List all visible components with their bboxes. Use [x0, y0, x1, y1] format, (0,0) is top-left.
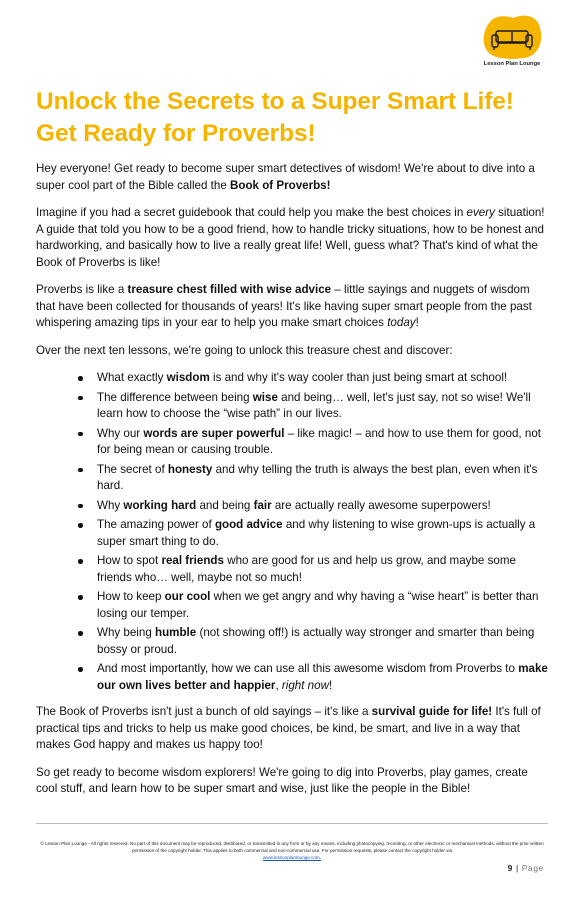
text-run: The amazing power of	[97, 518, 215, 531]
italic-text: every	[466, 206, 495, 219]
list-item	[97, 589, 548, 622]
bold-text: wisdom	[166, 371, 210, 384]
closing-paragraph	[36, 765, 548, 798]
text-run: Over the next ten lessons, we're going to unlock this treasure chest and discover:	[36, 343, 453, 357]
text-run: ,	[275, 678, 282, 692]
text-run: and being	[196, 498, 254, 512]
text-run: The Book of Proverbs isn't just a bunch of old sayings – it's like a	[36, 705, 372, 718]
list-item	[97, 553, 548, 586]
survival-guide-paragraph	[36, 704, 548, 754]
text-run: who are good for us and help us grow, and maybe some friends who… well, maybe not so much!	[97, 554, 516, 584]
bold-text: honesty	[167, 462, 213, 476]
text-run: are actually really awesome superpowers!	[271, 498, 491, 512]
italic-text: right now	[281, 678, 329, 692]
text-run: Why	[97, 498, 124, 512]
list-item	[97, 661, 548, 694]
sofa-logo-icon	[480, 14, 544, 60]
list-item	[97, 390, 548, 423]
list-item	[97, 625, 548, 658]
text-run: !	[328, 678, 333, 692]
footer-copyright	[36, 840, 548, 861]
page-label: Page	[521, 863, 544, 873]
list-item	[97, 370, 548, 387]
list-item	[97, 426, 548, 459]
bold-text: survival guide for life!	[371, 705, 493, 718]
bold-text: working hard	[123, 498, 197, 512]
copyright-text: © Lesson Plan Lounge - All rights reserved. No part of this document may be reproduced, distributed, or transmitted in any form or by any means, including photocopying, recording, or other electronic or mechanical methods, without the prior written permission of the copyright holder. This applies to both commercial and non-commercial use. For permission requests, please contact the copyright holder via	[40, 841, 544, 853]
page-title: Unlock the Secrets to a Super Smart Life! Get Ready for Proverbs!	[36, 88, 514, 147]
text-run: – like magic! – and how to use them for good, not for being mean or causing trouble.	[97, 426, 541, 456]
bold-text: good advice	[214, 518, 283, 531]
bold-text: humble	[155, 626, 197, 639]
text-run: And most importantly, how we can use all this awesome wisdom from Proverbs to	[97, 662, 519, 675]
text-run: Why being	[97, 626, 155, 639]
guidebook-paragraph	[36, 205, 548, 271]
logo-text: Lesson Plan Lounge	[483, 61, 541, 67]
text-run: What exactly	[97, 371, 167, 384]
list-item	[97, 462, 548, 495]
bold-text: our cool	[164, 590, 211, 603]
page-number-value: 9	[507, 863, 513, 873]
text-run: How to keep	[97, 590, 165, 603]
bold-text: wise	[252, 390, 278, 404]
lessons-intro-paragraph	[36, 343, 548, 360]
text-run: How to spot	[97, 554, 162, 567]
brand-logo	[474, 14, 550, 72]
text-run: !	[415, 316, 419, 329]
text-run: So get ready to become wisdom explorers! We're going to dig into Proverbs, play games, create cool stuff, and learn how to be super smart and wise, just like the people in the Bible!	[36, 765, 528, 795]
text-run: – little sayings and nuggets of wisdom that have been collected for thousands of years! It's like having super smart people from the past whispering amazing tips in your ear to help you make smart choices	[36, 283, 532, 329]
page-content	[36, 86, 548, 809]
text-run: Imagine if you had a secret guidebook that could help you make the best choices in	[36, 206, 467, 219]
text-run: is and why it's way cooler than just being smart at school!	[209, 371, 508, 384]
lesson-topics-list	[36, 370, 548, 694]
text-run: Why our	[97, 426, 144, 440]
italic-text: today	[387, 316, 416, 329]
text-run: and being… well, let's just say, not so wise! We'll learn how to choose the “wise path” in our lives.	[97, 390, 531, 420]
text-run: and why telling the truth is always the best plan, even when it's hard.	[97, 462, 538, 492]
text-run: Hey everyone! Get ready to become super smart detectives of wisdom! We're about to dive into a super cool part of the Bible called the	[36, 162, 535, 192]
bold-text: fair	[253, 498, 272, 512]
intro-paragraph	[36, 161, 548, 194]
text-run: situation! A guide that told you how to be a good friend, how to handle tricky situations, how to be honest and hardworking, and basically how to live a really great life! Well, guess what? That's kind of what the Book of Proverbs is like!	[36, 206, 545, 269]
text-run: The secret of	[97, 462, 168, 476]
list-item	[97, 498, 548, 515]
bold-text: words are super powerful	[143, 426, 285, 440]
text-run: It's full of practical tips and tricks to help us make good choices, be kind, be smart, and live in a way that makes God happy and makes us happy too!	[36, 705, 541, 751]
page-separator: |	[515, 863, 519, 873]
text-run: The difference between being	[97, 390, 253, 404]
bold-text: real friends	[161, 554, 224, 567]
text-run: Proverbs is like a	[36, 283, 128, 296]
website-link[interactable]: www.lessonplanlounge.com.	[263, 855, 321, 860]
bold-text: Book of Proverbs!	[230, 178, 331, 192]
text-run: and why listening to wise grown-ups is actually a super smart thing to do.	[97, 518, 536, 548]
bold-text: make our own lives better and happier	[97, 662, 548, 692]
bold-text: treasure chest filled with wise advice	[127, 283, 332, 296]
list-item	[97, 517, 548, 550]
treasure-paragraph	[36, 282, 548, 332]
page-number	[508, 863, 544, 873]
text-run: when we get angry and why having a “wise heart” is better than losing our temper.	[97, 590, 539, 620]
footer-divider	[36, 823, 548, 824]
text-run: (not showing off!) is actually way stronger and smarter than being bossy or proud.	[97, 626, 535, 656]
